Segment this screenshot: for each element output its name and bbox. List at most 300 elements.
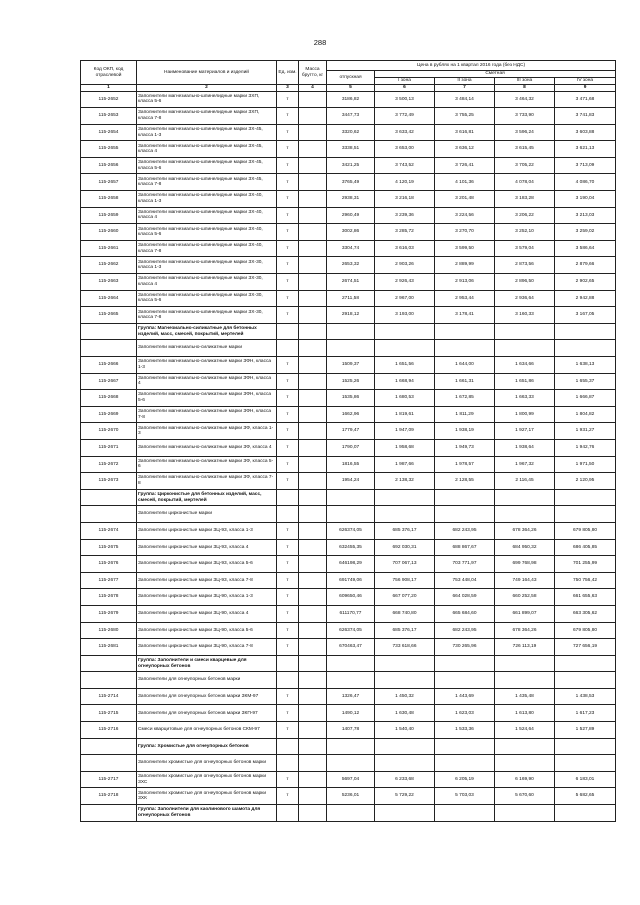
row-price-zone-1: 3 653,00 xyxy=(375,141,435,158)
row-unit: т xyxy=(277,539,299,556)
table-row xyxy=(81,141,616,158)
row-unit: т xyxy=(277,141,299,158)
row-price-zone-4: 701 255,99 xyxy=(555,556,616,573)
row-price-otpusk: 1326,47 xyxy=(327,688,375,705)
row-price-zone-1: 707 067,13 xyxy=(375,556,435,573)
row-mass xyxy=(299,174,327,191)
row-code: 115-2664 xyxy=(81,290,137,307)
row-price-zone-2 xyxy=(435,489,495,506)
row-mass xyxy=(299,788,327,805)
row-code: 115-2677 xyxy=(81,572,137,589)
row-mass xyxy=(299,307,327,324)
row-name: Заполнители магнезиально-силикатные марки ЗФН, класса 7-8 xyxy=(137,406,277,423)
table-row xyxy=(81,605,616,622)
row-mass xyxy=(299,357,327,374)
row-code xyxy=(81,755,137,772)
column-number: 2 xyxy=(137,85,277,92)
row-price-zone-2: 1 644,00 xyxy=(435,357,495,374)
row-price-zone-2 xyxy=(435,755,495,772)
row-mass xyxy=(299,639,327,656)
row-price-zone-2: 703 771,97 xyxy=(435,556,495,573)
row-mass xyxy=(299,605,327,622)
row-mass xyxy=(299,805,327,822)
row-code: 115-2660 xyxy=(81,224,137,241)
header-code: Код ОКП, код отраслевой xyxy=(81,61,137,85)
row-price-zone-4: 5 682,65 xyxy=(555,788,616,805)
row-name: Заполнители хромистые для огнеупорных бетонов марки ЗХС xyxy=(137,771,277,788)
row-price-zone-4 xyxy=(555,340,616,357)
row-code: 115-2680 xyxy=(81,622,137,639)
row-name: Заполнители магнезиально-шпинелидные марки ЗХ-40, класса 4 xyxy=(137,207,277,224)
row-code: 115-2714 xyxy=(81,688,137,705)
row-price-zone-3: 3 579,04 xyxy=(495,240,555,257)
table-row xyxy=(81,174,616,191)
row-code xyxy=(81,672,137,689)
row-price-zone-4: 1 931,27 xyxy=(555,423,616,440)
row-code xyxy=(81,738,137,755)
row-price-zone-4: 1 804,82 xyxy=(555,406,616,423)
row-name: Группа: Заполнители для каолинового шамота для огнеупорных бетонов xyxy=(137,805,277,822)
header-zone-2: II зона xyxy=(435,78,495,85)
row-price-zone-3: 3 615,45 xyxy=(495,141,555,158)
row-mass xyxy=(299,622,327,639)
row-mass xyxy=(299,240,327,257)
row-price-zone-1: 5 729,22 xyxy=(375,788,435,805)
header-unit: Ед. изм. xyxy=(277,61,299,85)
row-price-zone-3 xyxy=(495,672,555,689)
row-price-zone-1: 1 987,66 xyxy=(375,456,435,473)
page-number: 288 xyxy=(313,38,327,47)
row-price-zone-4: 1 971,50 xyxy=(555,456,616,473)
row-price-otpusk: 1954,24 xyxy=(327,473,375,490)
row-price-zone-4: 1 942,76 xyxy=(555,439,616,456)
row-unit: т xyxy=(277,157,299,174)
row-price-zone-3 xyxy=(495,755,555,772)
table-header xyxy=(81,61,616,92)
row-price-otpusk: 691749,06 xyxy=(327,572,375,589)
row-price-otpusk xyxy=(327,805,375,822)
row-mass xyxy=(299,556,327,573)
row-price-zone-2: 1 811,29 xyxy=(435,406,495,423)
row-name: Заполнители для огнеупорных бетонов марки xyxy=(137,672,277,689)
row-code: 115-2654 xyxy=(81,124,137,141)
row-name: Заполнители магнезиально-силикатные марки xyxy=(137,340,277,357)
row-unit: т xyxy=(277,589,299,606)
subgroup-row xyxy=(81,340,616,357)
table-row xyxy=(81,108,616,125)
table-row xyxy=(81,688,616,705)
row-mass xyxy=(299,489,327,506)
row-unit: т xyxy=(277,290,299,307)
row-code: 115-2676 xyxy=(81,556,137,573)
row-mass xyxy=(299,688,327,705)
table-row xyxy=(81,257,616,274)
header-zone-1: I зона xyxy=(375,78,435,85)
row-price-zone-3: 3 183,28 xyxy=(495,191,555,208)
row-code: 115-2666 xyxy=(81,357,137,374)
row-price-zone-3: 678 364,26 xyxy=(495,522,555,539)
row-price-zone-4 xyxy=(555,506,616,523)
header-zone-4: IV зона xyxy=(555,78,616,85)
row-price-zone-3: 3 206,22 xyxy=(495,207,555,224)
row-code: 115-2665 xyxy=(81,307,137,324)
header-otpusk: отпускная xyxy=(327,71,375,85)
table-row xyxy=(81,622,616,639)
row-price-zone-4: 4 086,70 xyxy=(555,174,616,191)
row-name: Заполнители для огнеупорных бетонов марки ЗКМ-97 xyxy=(137,688,277,705)
row-unit xyxy=(277,738,299,755)
row-name: Заполнители магнезиально-шпинелидные марки ЗХП, класса 7-8 xyxy=(137,108,277,125)
row-price-zone-2: 4 101,36 xyxy=(435,174,495,191)
row-price-zone-2: 1 949,73 xyxy=(435,439,495,456)
subgroup-row xyxy=(81,506,616,523)
row-price-zone-3: 726 113,19 xyxy=(495,639,555,656)
row-code xyxy=(81,655,137,672)
row-mass xyxy=(299,589,327,606)
row-mass xyxy=(299,423,327,440)
row-price-zone-2: 730 265,96 xyxy=(435,639,495,656)
row-price-zone-4 xyxy=(555,672,616,689)
table-row xyxy=(81,423,616,440)
price-table xyxy=(80,60,616,822)
table-row xyxy=(81,91,616,108)
row-mass xyxy=(299,157,327,174)
row-price-zone-4: 6 183,01 xyxy=(555,771,616,788)
row-price-zone-4: 2 879,66 xyxy=(555,257,616,274)
row-price-zone-4: 3 713,09 xyxy=(555,157,616,174)
row-unit: т xyxy=(277,174,299,191)
row-price-otpusk: 3320,62 xyxy=(327,124,375,141)
row-price-otpusk xyxy=(327,340,375,357)
table-row xyxy=(81,307,616,324)
row-price-otpusk: 1816,55 xyxy=(327,456,375,473)
row-price-zone-2: 2 953,44 xyxy=(435,290,495,307)
row-unit xyxy=(277,805,299,822)
row-name: Заполнители для огнеупорных бетонов марки ЗКП-97 xyxy=(137,705,277,722)
row-mass xyxy=(299,257,327,274)
row-price-zone-1: 1 651,56 xyxy=(375,357,435,374)
row-name: Заполнители магнезиально-шпинелидные марки ЗХ-45, класса 7-8 xyxy=(137,174,277,191)
row-price-zone-1: 3 500,13 xyxy=(375,91,435,108)
row-price-zone-2: 1 978,57 xyxy=(435,456,495,473)
row-mass xyxy=(299,672,327,689)
row-name: Смеси кварцитовые для огнеупорных бетонов СКМ-97 xyxy=(137,722,277,739)
row-price-otpusk xyxy=(327,323,375,340)
table-row xyxy=(81,705,616,722)
row-unit: т xyxy=(277,124,299,141)
row-mass xyxy=(299,473,327,490)
row-price-zone-1 xyxy=(375,672,435,689)
row-price-zone-3: 660 252,58 xyxy=(495,589,555,606)
row-unit xyxy=(277,755,299,772)
row-code: 115-2656 xyxy=(81,157,137,174)
row-price-otpusk: 1535,86 xyxy=(327,390,375,407)
row-mass xyxy=(299,456,327,473)
row-price-zone-3 xyxy=(495,489,555,506)
row-price-zone-3: 678 364,26 xyxy=(495,622,555,639)
row-price-zone-1: 1 947,09 xyxy=(375,423,435,440)
row-price-zone-2: 3 636,12 xyxy=(435,141,495,158)
row-unit xyxy=(277,506,299,523)
row-price-otpusk: 1490,12 xyxy=(327,705,375,722)
row-price-zone-3: 1 663,33 xyxy=(495,390,555,407)
row-unit xyxy=(277,323,299,340)
row-mass xyxy=(299,108,327,125)
row-price-zone-4: 3 621,13 xyxy=(555,141,616,158)
row-name: Заполнители магнезиально-шпинелидные марки ЗХ-45, класса 4 xyxy=(137,141,277,158)
column-number: 4 xyxy=(299,85,327,92)
group-row xyxy=(81,489,616,506)
row-price-zone-3 xyxy=(495,655,555,672)
row-name: Заполнители магнезиально-шпинелидные марки ЗХ-40, класса 5-6 xyxy=(137,224,277,241)
row-mass xyxy=(299,207,327,224)
row-price-zone-4: 3 259,02 xyxy=(555,224,616,241)
row-code: 115-2674 xyxy=(81,522,137,539)
row-mass xyxy=(299,539,327,556)
row-code: 115-2652 xyxy=(81,91,137,108)
row-price-zone-4: 2 902,65 xyxy=(555,274,616,291)
row-price-zone-3: 1 651,86 xyxy=(495,373,555,390)
column-number: 5 xyxy=(327,85,375,92)
row-mass xyxy=(299,572,327,589)
row-price-zone-4: 3 167,05 xyxy=(555,307,616,324)
row-price-zone-1: 3 193,00 xyxy=(375,307,435,324)
row-price-zone-4: 2 120,95 xyxy=(555,473,616,490)
row-price-zone-2 xyxy=(435,805,495,822)
row-price-zone-1: 685 376,17 xyxy=(375,522,435,539)
row-price-zone-3: 1 927,17 xyxy=(495,423,555,440)
row-code: 115-2717 xyxy=(81,771,137,788)
row-code: 115-2655 xyxy=(81,141,137,158)
row-price-zone-2 xyxy=(435,655,495,672)
row-code: 115-2678 xyxy=(81,589,137,606)
row-price-otpusk xyxy=(327,738,375,755)
row-price-zone-3: 699 768,98 xyxy=(495,556,555,573)
row-mass xyxy=(299,390,327,407)
row-unit: т xyxy=(277,771,299,788)
row-price-zone-4: 1 638,13 xyxy=(555,357,616,374)
row-name: Заполнители цирконистые марки ЗЦ-90, класса 7-8 xyxy=(137,639,277,656)
row-price-zone-2 xyxy=(435,738,495,755)
row-price-zone-4: 2 942,88 xyxy=(555,290,616,307)
row-mass xyxy=(299,655,327,672)
row-price-zone-4: 3 190,04 xyxy=(555,191,616,208)
table-row xyxy=(81,373,616,390)
table-body xyxy=(81,91,616,821)
row-price-zone-2: 3 616,81 xyxy=(435,124,495,141)
table-row xyxy=(81,556,616,573)
table-row xyxy=(81,157,616,174)
row-code: 115-2673 xyxy=(81,473,137,490)
subgroup-row xyxy=(81,755,616,772)
row-price-otpusk: 646198,29 xyxy=(327,556,375,573)
table-row xyxy=(81,124,616,141)
row-price-zone-1: 4 120,19 xyxy=(375,174,435,191)
row-price-otpusk: 3765,49 xyxy=(327,174,375,191)
row-price-zone-2: 753 448,04 xyxy=(435,572,495,589)
row-code: 115-2657 xyxy=(81,174,137,191)
row-price-otpusk: 1525,26 xyxy=(327,373,375,390)
row-price-zone-3: 1 435,48 xyxy=(495,688,555,705)
row-price-zone-1: 3 216,18 xyxy=(375,191,435,208)
row-price-zone-4: 1 655,37 xyxy=(555,373,616,390)
row-code: 115-2675 xyxy=(81,539,137,556)
row-price-zone-1: 1 450,32 xyxy=(375,688,435,705)
row-unit xyxy=(277,489,299,506)
row-mass xyxy=(299,323,327,340)
row-code: 115-2662 xyxy=(81,257,137,274)
row-code: 115-2661 xyxy=(81,240,137,257)
row-price-zone-1: 756 908,17 xyxy=(375,572,435,589)
row-code: 115-2667 xyxy=(81,373,137,390)
row-price-zone-2: 3 726,41 xyxy=(435,157,495,174)
row-price-zone-1 xyxy=(375,805,435,822)
row-unit xyxy=(277,340,299,357)
row-price-zone-1: 1 819,61 xyxy=(375,406,435,423)
row-unit: т xyxy=(277,788,299,805)
row-price-zone-3: 749 164,43 xyxy=(495,572,555,589)
row-name: Группа: Заполнители и смеси кварцевые для огнеупорных бетонов xyxy=(137,655,277,672)
row-price-zone-4 xyxy=(555,738,616,755)
row-price-zone-4: 1 617,23 xyxy=(555,705,616,722)
row-price-zone-1 xyxy=(375,340,435,357)
row-price-zone-3: 1 967,32 xyxy=(495,456,555,473)
row-unit: т xyxy=(277,357,299,374)
table-row xyxy=(81,722,616,739)
row-price-zone-1: 3 616,03 xyxy=(375,240,435,257)
row-price-zone-4: 1 438,53 xyxy=(555,688,616,705)
row-price-zone-3: 3 160,33 xyxy=(495,307,555,324)
row-name: Заполнители магнезиально-силикатные марки ЗФН, класса 4 xyxy=(137,373,277,390)
row-price-zone-1: 733 618,66 xyxy=(375,639,435,656)
row-price-otpusk: 2674,51 xyxy=(327,274,375,291)
row-price-otpusk: 3186,82 xyxy=(327,91,375,108)
row-price-zone-2: 6 205,19 xyxy=(435,771,495,788)
row-price-zone-1: 2 138,32 xyxy=(375,473,435,490)
row-price-zone-2: 5 703,03 xyxy=(435,788,495,805)
row-price-zone-1 xyxy=(375,738,435,755)
row-unit: т xyxy=(277,274,299,291)
row-mass xyxy=(299,506,327,523)
row-price-zone-4: 3 603,88 xyxy=(555,124,616,141)
row-unit: т xyxy=(277,522,299,539)
row-price-zone-3: 3 252,10 xyxy=(495,224,555,241)
row-unit: т xyxy=(277,108,299,125)
row-unit: т xyxy=(277,705,299,722)
row-mass xyxy=(299,771,327,788)
row-unit: т xyxy=(277,423,299,440)
row-name: Заполнители магнезиально-шпинелидные марки ЗХ-40, класса 7-8 xyxy=(137,240,277,257)
row-price-otpusk: 3421,25 xyxy=(327,157,375,174)
row-price-zone-1: 3 743,52 xyxy=(375,157,435,174)
row-price-zone-2: 2 913,06 xyxy=(435,274,495,291)
row-price-zone-4: 679 805,80 xyxy=(555,522,616,539)
column-number: 1 xyxy=(81,85,137,92)
row-price-zone-3: 6 169,90 xyxy=(495,771,555,788)
row-mass xyxy=(299,373,327,390)
row-price-zone-1: 692 030,31 xyxy=(375,539,435,556)
table-row xyxy=(81,224,616,241)
row-price-zone-4: 686 405,85 xyxy=(555,539,616,556)
row-price-otpusk: 632455,35 xyxy=(327,539,375,556)
row-price-zone-1: 1 958,68 xyxy=(375,439,435,456)
row-code: 115-2659 xyxy=(81,207,137,224)
table-row xyxy=(81,788,616,805)
row-code: 115-2715 xyxy=(81,705,137,722)
row-price-otpusk: 5236,01 xyxy=(327,788,375,805)
row-price-otpusk: 1779,47 xyxy=(327,423,375,440)
table-row xyxy=(81,240,616,257)
row-price-zone-1: 1 540,40 xyxy=(375,722,435,739)
row-price-zone-2: 665 684,60 xyxy=(435,605,495,622)
row-price-zone-4 xyxy=(555,755,616,772)
row-price-zone-4: 663 305,62 xyxy=(555,605,616,622)
row-price-zone-3 xyxy=(495,506,555,523)
row-code: 115-2718 xyxy=(81,788,137,805)
row-name: Заполнители магнезиально-шпинелидные марки ЗХП, класса 5-6 xyxy=(137,91,277,108)
row-price-otpusk: 3447,73 xyxy=(327,108,375,125)
table-row xyxy=(81,539,616,556)
row-price-zone-2 xyxy=(435,323,495,340)
row-unit: т xyxy=(277,207,299,224)
row-price-zone-2: 3 178,41 xyxy=(435,307,495,324)
row-price-zone-2: 682 243,95 xyxy=(435,522,495,539)
row-price-zone-1: 2 903,26 xyxy=(375,257,435,274)
row-price-otpusk: 1509,37 xyxy=(327,357,375,374)
row-price-zone-3: 3 705,22 xyxy=(495,157,555,174)
row-price-zone-3 xyxy=(495,738,555,755)
row-unit: т xyxy=(277,373,299,390)
header-mass: Масса брутто, кг xyxy=(299,61,327,85)
row-price-zone-4: 1 527,89 xyxy=(555,722,616,739)
row-mass xyxy=(299,738,327,755)
row-unit: т xyxy=(277,390,299,407)
row-code: 115-2653 xyxy=(81,108,137,125)
column-number: 7 xyxy=(435,85,495,92)
row-price-zone-3: 2 873,56 xyxy=(495,257,555,274)
row-price-zone-2: 2 128,55 xyxy=(435,473,495,490)
row-price-zone-1 xyxy=(375,506,435,523)
row-name: Заполнители цирконистые марки xyxy=(137,506,277,523)
row-price-zone-2 xyxy=(435,506,495,523)
row-unit: т xyxy=(277,688,299,705)
row-price-otpusk xyxy=(327,655,375,672)
row-price-otpusk: 609650,46 xyxy=(327,589,375,606)
row-name: Заполнители цирконистые марки ЗЦ-90, класса 5-6 xyxy=(137,622,277,639)
row-price-otpusk: 3304,74 xyxy=(327,240,375,257)
table-row xyxy=(81,589,616,606)
row-price-otpusk: 3002,86 xyxy=(327,224,375,241)
row-price-zone-3 xyxy=(495,323,555,340)
row-price-zone-4: 3 471,68 xyxy=(555,91,616,108)
row-price-zone-1 xyxy=(375,323,435,340)
table-row xyxy=(81,473,616,490)
row-code xyxy=(81,340,137,357)
row-price-zone-4: 750 756,42 xyxy=(555,572,616,589)
row-price-otpusk xyxy=(327,489,375,506)
row-name: Заполнители магнезиально-силикатные марки ЗФ, класса 4 xyxy=(137,439,277,456)
row-price-zone-1: 667 077,20 xyxy=(375,589,435,606)
row-price-zone-4: 679 805,80 xyxy=(555,622,616,639)
row-price-zone-1: 1 680,53 xyxy=(375,390,435,407)
row-price-zone-4 xyxy=(555,655,616,672)
row-price-zone-2: 1 661,31 xyxy=(435,373,495,390)
row-name: Заполнители магнезиально-силикатные марки ЗФН, класса 5-6 xyxy=(137,390,277,407)
table-row xyxy=(81,771,616,788)
row-price-zone-2: 3 755,25 xyxy=(435,108,495,125)
table-row xyxy=(81,191,616,208)
row-price-otpusk xyxy=(327,672,375,689)
